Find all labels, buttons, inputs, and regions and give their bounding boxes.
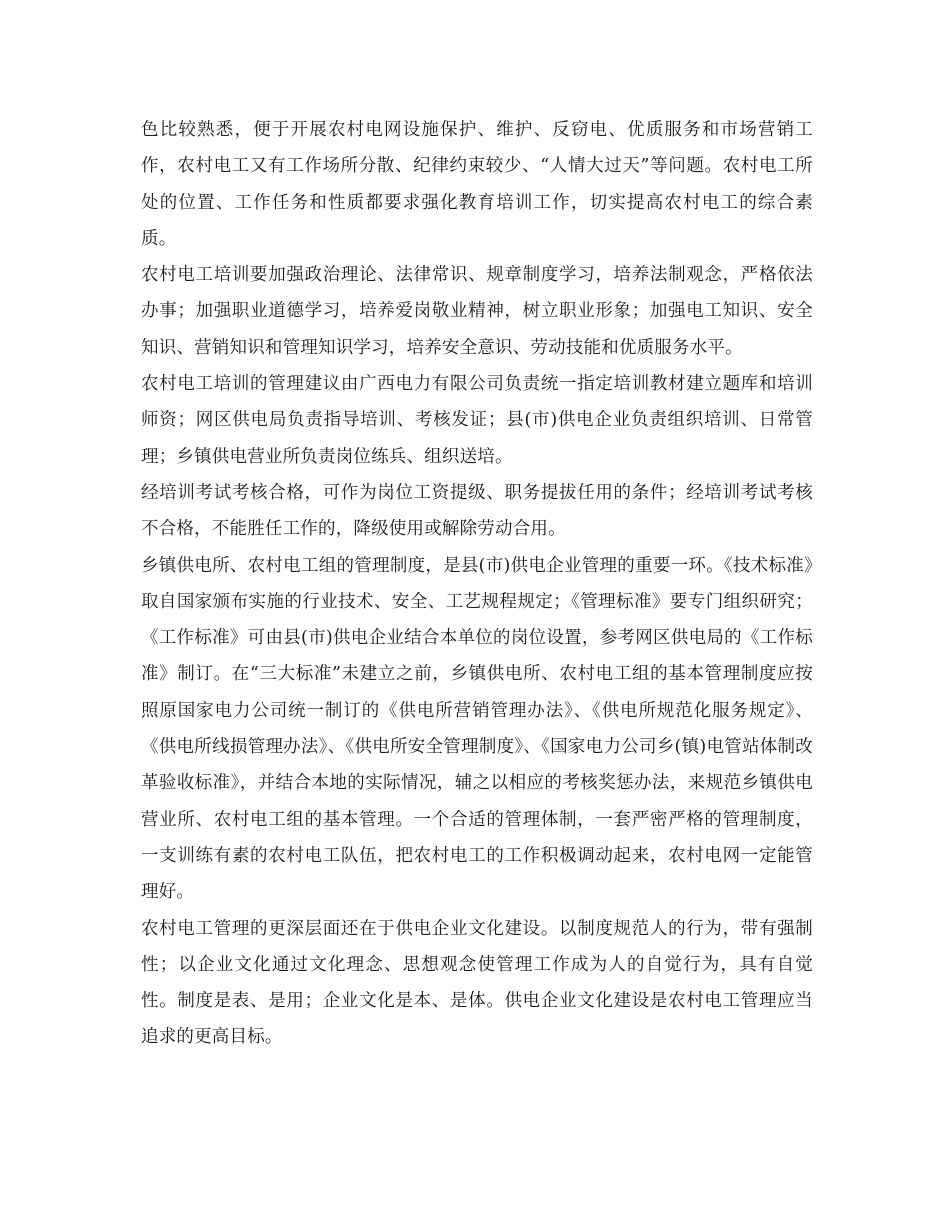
paragraph-5: 乡镇供电所、农村电工组的管理制度，是县(市)供电企业管理的重要一环。《技术标准》取自国家颁布实施的行业技术、安全、工艺规程规定；《管理标准》要专门组织研究；《工作标准》可由县(市)供电企业结合本单位的岗位设置，参考网区供电局的《工作标准》制订。在“三大标准”未建立之前，乡镇供电所、农村电工组的基本管理制度应按照原国家电力公司统一制订的《供电所营销管理办法》、《供电所规范化服务规定》、《供电所线损管理办法》、《供电所安全管理制度》、《国家电力公司乡(镇)电管站体制改革验收标准》，并结合本地的实际情况，辅之以相应的考核奖惩办法，来规范乡镇供电营业所、农村电工组的基本管理。一个合适的管理体制，一套严密严格的管理制度，一支训练有素的农村电工队伍，把农村电工的工作积极调动起来，农村电网一定能管理好。: [141, 555, 813, 903]
paragraph-2: 农村电工培训要加强政治理论、法律常识、规章制度学习，培养法制观念，严格依法办事；加强职业道德学习，培养爱岗敬业精神，树立职业形象；加强电工知识、安全知识、营销知识和管理知识学习，培养安全意识、劳动技能和优质服务水平。: [141, 265, 813, 358]
document-body: [141, 112, 813, 1056]
paragraph-3: 农村电工培训的管理建议由广西电力有限公司负责统一指定培训教材建立题库和培训师资；网区供电局负责指导培训、考核发证；县(市)供电企业负责组织培训、日常管理；乡镇供电营业所负责岗位练兵、组织送培。: [141, 374, 813, 467]
paragraph-4: 经培训考试考核合格，可作为岗位工资提级、职务提拔任用的条件；经培训考试考核不合格，不能胜任工作的，降级使用或解除劳动合用。: [141, 482, 813, 540]
paragraph-6: 农村电工管理的更深层面还在于供电企业文化建设。以制度规范人的行为，带有强制性；以企业文化通过文化理念、思想观念使管理工作成为人的自觉行为，具有自觉性。制度是表、是用；企业文化是本、是体。供电企业文化建设是农村电工管理应当追求的更高目标。: [141, 918, 813, 1048]
paragraph-1: 色比较熟悉，便于开展农村电网设施保护、维护、反窃电、优质服务和市场营销工作，农村电工又有工作场所分散、纪律约束较少、“人情大过天”等问题。农村电工所处的位置、工作任务和性质都要求强化教育培训工作，切实提高农村电工的综合素质。: [141, 120, 813, 249]
